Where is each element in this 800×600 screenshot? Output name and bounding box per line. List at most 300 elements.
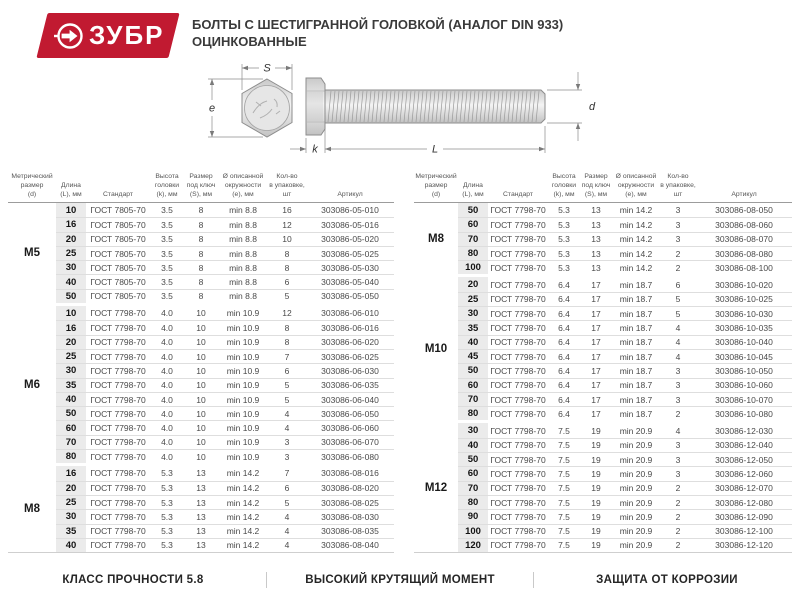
size-group bbox=[8, 466, 394, 552]
cell-length: 40 bbox=[56, 275, 86, 288]
size-group-rows bbox=[458, 203, 792, 274]
table-row bbox=[56, 246, 394, 260]
metric-size-label: M10 bbox=[424, 342, 448, 355]
cell-article: 303086-10-020 bbox=[715, 279, 773, 290]
cell-circumscribed-dia: min 10.9 bbox=[226, 423, 260, 434]
cell-length: 50 bbox=[56, 290, 86, 303]
cell-qty-per-pack: 3 bbox=[284, 437, 290, 448]
cell-standard: ГОСТ 7798-70 bbox=[490, 294, 546, 305]
table-row bbox=[458, 232, 792, 246]
table-row bbox=[56, 420, 394, 434]
cell-head-height: 5.3 bbox=[161, 468, 173, 479]
cell-qty-per-pack: 8 bbox=[284, 262, 290, 273]
cell-qty-per-pack: 7 bbox=[284, 351, 290, 362]
cell-standard: ГОСТ 7798-70 bbox=[490, 380, 546, 391]
brand-logo-inner bbox=[42, 13, 174, 58]
cell-head-height: 6.4 bbox=[558, 394, 570, 405]
cell-wrench-size: 17 bbox=[591, 279, 601, 290]
column-header: Длина (L), мм bbox=[60, 181, 82, 198]
column-header: Метрический размер (d) bbox=[415, 173, 457, 198]
size-group-rows bbox=[458, 277, 792, 420]
cell-standard: ГОСТ 7798-70 bbox=[90, 365, 146, 376]
cell-circumscribed-dia: min 18.7 bbox=[619, 294, 653, 305]
cell-length: 50 bbox=[458, 203, 488, 217]
table-row bbox=[56, 524, 394, 538]
page-title-line2: ОЦИНКОВАННЫЕ bbox=[192, 34, 307, 49]
cell-circumscribed-dia: min 18.7 bbox=[619, 323, 653, 334]
cell-article: 303086-12-100 bbox=[715, 526, 773, 537]
spec-table-right bbox=[414, 173, 792, 553]
cell-length: 100 bbox=[458, 261, 488, 274]
cell-wrench-size: 17 bbox=[591, 351, 601, 362]
cell-length: 25 bbox=[56, 350, 86, 363]
cell-length: 25 bbox=[56, 247, 86, 260]
cell-length: 50 bbox=[458, 453, 488, 466]
cell-circumscribed-dia: min 14.2 bbox=[226, 540, 260, 551]
cell-article: 303086-08-020 bbox=[321, 483, 379, 494]
table-row bbox=[458, 320, 792, 334]
cell-wrench-size: 8 bbox=[198, 234, 204, 245]
cell-length: 60 bbox=[56, 421, 86, 434]
cell-circumscribed-dia: min 8.8 bbox=[229, 262, 257, 273]
cell-circumscribed-dia: min 20.9 bbox=[619, 497, 653, 508]
cell-head-height: 7.5 bbox=[558, 425, 570, 436]
cell-standard: ГОСТ 7798-70 bbox=[90, 308, 146, 319]
column-header: Артикул bbox=[731, 190, 757, 198]
table-row bbox=[458, 217, 792, 231]
cell-article: 303086-06-080 bbox=[321, 451, 379, 462]
cell-circumscribed-dia: min 20.9 bbox=[619, 526, 653, 537]
cell-head-height: 3.5 bbox=[161, 277, 173, 288]
cell-head-height: 3.5 bbox=[161, 205, 173, 216]
cell-article: 303086-12-090 bbox=[715, 511, 773, 522]
cell-qty-per-pack: 3 bbox=[675, 468, 681, 479]
table-header-row bbox=[8, 173, 394, 203]
size-group bbox=[414, 423, 792, 552]
cell-qty-per-pack: 5 bbox=[284, 380, 290, 391]
size-group bbox=[8, 306, 394, 463]
cell-head-height: 6.4 bbox=[558, 294, 570, 305]
cell-article: 303086-06-025 bbox=[321, 351, 379, 362]
cell-qty-per-pack: 16 bbox=[282, 205, 292, 216]
column-header: Кол-во в упаковке, шт bbox=[660, 173, 696, 198]
cell-wrench-size: 13 bbox=[591, 234, 601, 245]
cell-wrench-size: 8 bbox=[198, 248, 204, 259]
cell-standard: ГОСТ 7798-70 bbox=[90, 337, 146, 348]
cell-standard: ГОСТ 7798-70 bbox=[490, 262, 546, 273]
cell-wrench-size: 19 bbox=[591, 454, 601, 465]
cell-wrench-size: 17 bbox=[591, 294, 601, 305]
cell-wrench-size: 10 bbox=[196, 423, 206, 434]
cell-wrench-size: 10 bbox=[196, 365, 206, 376]
metric-size-label: M8 bbox=[24, 503, 40, 516]
cell-qty-per-pack: 3 bbox=[675, 205, 681, 216]
column-header: Высота головки (k), мм bbox=[154, 173, 180, 198]
cell-length: 90 bbox=[458, 510, 488, 523]
cell-wrench-size: 13 bbox=[196, 540, 206, 551]
cell-qty-per-pack: 3 bbox=[675, 454, 681, 465]
cell-circumscribed-dia: min 20.9 bbox=[619, 454, 653, 465]
table-row bbox=[56, 466, 394, 480]
cell-standard: ГОСТ 7798-70 bbox=[90, 394, 146, 405]
cell-wrench-size: 19 bbox=[591, 483, 601, 494]
cell-length: 45 bbox=[458, 350, 488, 363]
column-header: Кол-во в упаковке, шт bbox=[269, 173, 305, 198]
brand-logo-text: ЗУБР bbox=[89, 20, 165, 50]
cell-standard: ГОСТ 7798-70 bbox=[490, 454, 546, 465]
cell-length: 20 bbox=[56, 482, 86, 495]
cell-head-height: 4.0 bbox=[161, 437, 173, 448]
cell-article: 303086-10-080 bbox=[715, 408, 773, 419]
table-row bbox=[458, 392, 792, 406]
cell-qty-per-pack: 2 bbox=[675, 262, 681, 273]
cell-qty-per-pack: 4 bbox=[284, 526, 290, 537]
cell-circumscribed-dia: min 18.7 bbox=[619, 394, 653, 405]
cell-qty-per-pack: 2 bbox=[675, 483, 681, 494]
cell-circumscribed-dia: min 20.9 bbox=[619, 511, 653, 522]
cell-standard: ГОСТ 7798-70 bbox=[490, 497, 546, 508]
cell-article: 303086-08-016 bbox=[321, 468, 379, 479]
cell-article: 303086-10-045 bbox=[715, 351, 773, 362]
cell-qty-per-pack: 5 bbox=[675, 308, 681, 319]
cell-circumscribed-dia: min 18.7 bbox=[619, 351, 653, 362]
table-row bbox=[56, 306, 394, 320]
cell-head-height: 3.5 bbox=[161, 262, 173, 273]
table-row bbox=[56, 217, 394, 231]
cell-qty-per-pack: 5 bbox=[675, 294, 681, 305]
cell-circumscribed-dia: min 10.9 bbox=[226, 351, 260, 362]
table-row bbox=[458, 292, 792, 306]
cell-standard: ГОСТ 7805-70 bbox=[90, 248, 146, 259]
cell-length: 35 bbox=[56, 525, 86, 538]
cell-qty-per-pack: 4 bbox=[675, 351, 681, 362]
feature-corrosion-protection: ЗАЩИТА ОТ КОРРОЗИИ bbox=[596, 574, 738, 586]
dimension-label-s: S bbox=[263, 62, 271, 75]
cell-standard: ГОСТ 7805-70 bbox=[90, 277, 146, 288]
cell-head-height: 7.5 bbox=[558, 540, 570, 551]
cell-standard: ГОСТ 7798-70 bbox=[490, 351, 546, 362]
table-row bbox=[56, 335, 394, 349]
cell-head-height: 4.0 bbox=[161, 337, 173, 348]
cell-circumscribed-dia: min 8.8 bbox=[229, 205, 257, 216]
table-row bbox=[56, 449, 394, 463]
cell-article: 303086-10-025 bbox=[715, 294, 773, 305]
cell-circumscribed-dia: min 8.8 bbox=[229, 248, 257, 259]
cell-qty-per-pack: 4 bbox=[284, 408, 290, 419]
cell-article: 303086-12-120 bbox=[715, 540, 773, 551]
cell-article: 303086-08-040 bbox=[321, 540, 379, 551]
cell-article: 303086-05-040 bbox=[321, 277, 379, 288]
cell-length: 35 bbox=[56, 379, 86, 392]
cell-article: 303086-08-070 bbox=[715, 234, 773, 245]
cell-standard: ГОСТ 7798-70 bbox=[90, 468, 146, 479]
cell-length: 25 bbox=[458, 293, 488, 306]
table-row bbox=[458, 406, 792, 420]
cell-qty-per-pack: 2 bbox=[675, 408, 681, 419]
cell-length: 80 bbox=[56, 450, 86, 463]
cell-circumscribed-dia: min 10.9 bbox=[226, 408, 260, 419]
table-header-row bbox=[414, 173, 792, 203]
cell-standard: ГОСТ 7798-70 bbox=[490, 279, 546, 290]
cell-standard: ГОСТ 7805-70 bbox=[90, 291, 146, 302]
cell-standard: ГОСТ 7798-70 bbox=[490, 248, 546, 259]
table-row bbox=[458, 246, 792, 260]
cell-wrench-size: 19 bbox=[591, 440, 601, 451]
bolt-front-view bbox=[242, 79, 292, 137]
cell-head-height: 6.4 bbox=[558, 337, 570, 348]
cell-head-height: 4.0 bbox=[161, 394, 173, 405]
cell-standard: ГОСТ 7798-70 bbox=[90, 540, 146, 551]
cell-circumscribed-dia: min 14.2 bbox=[619, 248, 653, 259]
cell-wrench-size: 8 bbox=[198, 291, 204, 302]
cell-circumscribed-dia: min 18.7 bbox=[619, 337, 653, 348]
cell-length: 70 bbox=[458, 482, 488, 495]
cell-circumscribed-dia: min 14.2 bbox=[226, 468, 260, 479]
cell-article: 303086-06-030 bbox=[321, 365, 379, 376]
cell-length: 70 bbox=[56, 436, 86, 449]
cell-article: 303086-12-060 bbox=[715, 468, 773, 479]
cell-circumscribed-dia: min 14.2 bbox=[226, 526, 260, 537]
cell-length: 50 bbox=[458, 364, 488, 377]
column-header: Высота головки (k), мм bbox=[551, 173, 577, 198]
cell-head-height: 7.5 bbox=[558, 497, 570, 508]
cell-article: 303086-08-035 bbox=[321, 526, 379, 537]
cell-standard: ГОСТ 7798-70 bbox=[490, 483, 546, 494]
metric-size-label: M8 bbox=[428, 232, 444, 245]
cell-circumscribed-dia: min 10.9 bbox=[226, 337, 260, 348]
cell-standard: ГОСТ 7798-70 bbox=[490, 425, 546, 436]
table-row bbox=[458, 349, 792, 363]
cell-head-height: 7.5 bbox=[558, 483, 570, 494]
cell-wrench-size: 10 bbox=[196, 308, 206, 319]
feature-strength-class: КЛАСС ПРОЧНОСТИ 5.8 bbox=[62, 574, 204, 586]
dimension-d-lines bbox=[547, 72, 582, 141]
cell-article: 303086-12-070 bbox=[715, 483, 773, 494]
cell-circumscribed-dia: min 8.8 bbox=[229, 277, 257, 288]
table-row bbox=[56, 289, 394, 303]
cell-head-height: 7.5 bbox=[558, 468, 570, 479]
cell-length: 50 bbox=[56, 407, 86, 420]
cell-length: 10 bbox=[56, 203, 86, 217]
cell-wrench-size: 17 bbox=[591, 323, 601, 334]
table-row bbox=[458, 203, 792, 217]
cell-circumscribed-dia: min 20.9 bbox=[619, 468, 653, 479]
cell-standard: ГОСТ 7798-70 bbox=[90, 437, 146, 448]
cell-article: 303086-06-060 bbox=[321, 423, 379, 434]
dimension-label-l: L bbox=[431, 143, 439, 156]
cell-article: 303086-06-010 bbox=[321, 308, 379, 319]
size-group-rows bbox=[458, 423, 792, 552]
table-row bbox=[458, 495, 792, 509]
cell-standard: ГОСТ 7798-70 bbox=[90, 351, 146, 362]
cell-qty-per-pack: 8 bbox=[284, 248, 290, 259]
size-group-rows bbox=[56, 466, 394, 552]
cell-circumscribed-dia: min 10.9 bbox=[226, 380, 260, 391]
cell-article: 303086-10-030 bbox=[715, 308, 773, 319]
cell-standard: ГОСТ 7798-70 bbox=[490, 205, 546, 216]
cell-head-height: 3.5 bbox=[161, 234, 173, 245]
cell-head-height: 4.0 bbox=[161, 308, 173, 319]
table-row bbox=[458, 277, 792, 291]
cell-length: 10 bbox=[56, 306, 86, 320]
table-row bbox=[56, 260, 394, 274]
cell-wrench-size: 13 bbox=[196, 526, 206, 537]
cell-standard: ГОСТ 7798-70 bbox=[90, 423, 146, 434]
cell-standard: ГОСТ 7798-70 bbox=[490, 365, 546, 376]
cell-wrench-size: 17 bbox=[591, 408, 601, 419]
cell-article: 303086-05-050 bbox=[321, 291, 379, 302]
cell-standard: ГОСТ 7798-70 bbox=[490, 337, 546, 348]
cell-qty-per-pack: 5 bbox=[284, 497, 290, 508]
cell-circumscribed-dia: min 14.2 bbox=[619, 205, 653, 216]
cell-article: 303086-05-030 bbox=[321, 262, 379, 273]
column-header: Размер под ключ (S), мм bbox=[186, 173, 216, 198]
cell-length: 40 bbox=[56, 539, 86, 552]
cell-standard: ГОСТ 7798-70 bbox=[90, 451, 146, 462]
cell-article: 303086-12-030 bbox=[715, 425, 773, 436]
cell-standard: ГОСТ 7798-70 bbox=[90, 511, 146, 522]
cell-circumscribed-dia: min 10.9 bbox=[226, 323, 260, 334]
cell-length: 80 bbox=[458, 407, 488, 420]
cell-length: 120 bbox=[458, 539, 488, 552]
cell-circumscribed-dia: min 20.9 bbox=[619, 440, 653, 451]
cell-wrench-size: 19 bbox=[591, 540, 601, 551]
cell-wrench-size: 8 bbox=[198, 219, 204, 230]
cell-length: 35 bbox=[458, 321, 488, 334]
cell-wrench-size: 19 bbox=[591, 511, 601, 522]
cell-length: 60 bbox=[458, 467, 488, 480]
table-row bbox=[56, 363, 394, 377]
cell-length: 70 bbox=[458, 233, 488, 246]
cell-article: 303086-10-050 bbox=[715, 365, 773, 376]
cell-length: 40 bbox=[458, 439, 488, 452]
cell-circumscribed-dia: min 18.7 bbox=[619, 279, 653, 290]
cell-circumscribed-dia: min 18.7 bbox=[619, 365, 653, 376]
table-row bbox=[458, 509, 792, 523]
cell-standard: ГОСТ 7805-70 bbox=[90, 262, 146, 273]
cell-qty-per-pack: 6 bbox=[675, 279, 681, 290]
cell-circumscribed-dia: min 14.2 bbox=[226, 497, 260, 508]
cell-wrench-size: 10 bbox=[196, 437, 206, 448]
cell-article: 303086-05-025 bbox=[321, 248, 379, 259]
cell-length: 30 bbox=[56, 261, 86, 274]
cell-article: 303086-05-016 bbox=[321, 219, 379, 230]
table-row bbox=[56, 232, 394, 246]
cell-standard: ГОСТ 7798-70 bbox=[90, 497, 146, 508]
cell-circumscribed-dia: min 8.8 bbox=[229, 234, 257, 245]
table-row bbox=[458, 378, 792, 392]
cell-circumscribed-dia: min 20.9 bbox=[619, 540, 653, 551]
column-header: Размер под ключ (S), мм bbox=[581, 173, 611, 198]
cell-standard: ГОСТ 7798-70 bbox=[90, 408, 146, 419]
cell-qty-per-pack: 4 bbox=[284, 540, 290, 551]
cell-standard: ГОСТ 7798-70 bbox=[90, 323, 146, 334]
cell-wrench-size: 13 bbox=[196, 511, 206, 522]
cell-article: 303086-08-050 bbox=[715, 205, 773, 216]
cell-circumscribed-dia: min 8.8 bbox=[229, 291, 257, 302]
cell-head-height: 7.5 bbox=[558, 526, 570, 537]
cell-wrench-size: 13 bbox=[196, 497, 206, 508]
table-row bbox=[56, 274, 394, 288]
bolt-side-view bbox=[306, 78, 545, 135]
table-row bbox=[56, 538, 394, 552]
cell-qty-per-pack: 3 bbox=[675, 394, 681, 405]
cell-head-height: 5.3 bbox=[161, 483, 173, 494]
cell-wrench-size: 17 bbox=[591, 337, 601, 348]
cell-article: 303086-10-070 bbox=[715, 394, 773, 405]
cell-qty-per-pack: 8 bbox=[284, 323, 290, 334]
cell-qty-per-pack: 10 bbox=[282, 234, 292, 245]
cell-qty-per-pack: 5 bbox=[284, 394, 290, 405]
cell-length: 16 bbox=[56, 321, 86, 334]
cell-circumscribed-dia: min 18.7 bbox=[619, 408, 653, 419]
cell-qty-per-pack: 2 bbox=[675, 497, 681, 508]
table-row bbox=[458, 306, 792, 320]
table-row bbox=[458, 452, 792, 466]
cell-length: 20 bbox=[56, 336, 86, 349]
size-group-rows bbox=[56, 203, 394, 303]
table-row bbox=[458, 438, 792, 452]
cell-article: 303086-06-070 bbox=[321, 437, 379, 448]
column-header: Стандарт bbox=[103, 190, 133, 198]
size-group-rows bbox=[56, 306, 394, 463]
cell-wrench-size: 13 bbox=[591, 205, 601, 216]
cell-qty-per-pack: 12 bbox=[282, 219, 292, 230]
cell-head-height: 5.3 bbox=[161, 511, 173, 522]
table-row bbox=[458, 423, 792, 437]
table-row bbox=[56, 320, 394, 334]
cell-article: 303086-06-040 bbox=[321, 394, 379, 405]
cell-length: 40 bbox=[56, 393, 86, 406]
cell-length: 25 bbox=[56, 496, 86, 509]
cell-length: 60 bbox=[458, 218, 488, 231]
cell-standard: ГОСТ 7805-70 bbox=[90, 205, 146, 216]
cell-head-height: 5.3 bbox=[161, 540, 173, 551]
cell-qty-per-pack: 3 bbox=[284, 451, 290, 462]
cell-head-height: 5.3 bbox=[558, 219, 570, 230]
table-row bbox=[56, 435, 394, 449]
cell-standard: ГОСТ 7798-70 bbox=[490, 219, 546, 230]
cell-circumscribed-dia: min 14.2 bbox=[619, 262, 653, 273]
column-header: Метрический размер (d) bbox=[11, 173, 53, 198]
column-header: Ø описанной окружности (е), мм bbox=[615, 173, 657, 198]
cell-wrench-size: 13 bbox=[591, 262, 601, 273]
cell-standard: ГОСТ 7798-70 bbox=[490, 323, 546, 334]
zubr-arrow-icon bbox=[54, 21, 84, 51]
cell-article: 303086-06-020 bbox=[321, 337, 379, 348]
cell-length: 40 bbox=[458, 336, 488, 349]
cell-head-height: 4.0 bbox=[161, 423, 173, 434]
cell-standard: ГОСТ 7798-70 bbox=[90, 483, 146, 494]
column-header: Ø описанной окружности (е), мм bbox=[222, 173, 264, 198]
cell-head-height: 3.5 bbox=[161, 248, 173, 259]
cell-circumscribed-dia: min 18.7 bbox=[619, 380, 653, 391]
cell-standard: ГОСТ 7798-70 bbox=[90, 526, 146, 537]
cell-standard: ГОСТ 7798-70 bbox=[490, 394, 546, 405]
cell-head-height: 5.3 bbox=[161, 497, 173, 508]
cell-circumscribed-dia: min 14.2 bbox=[619, 219, 653, 230]
table-row bbox=[458, 363, 792, 377]
cell-head-height: 4.0 bbox=[161, 365, 173, 376]
cell-length: 70 bbox=[458, 393, 488, 406]
cell-qty-per-pack: 3 bbox=[675, 380, 681, 391]
page-title bbox=[192, 16, 642, 50]
spec-table-left bbox=[8, 173, 394, 553]
cell-qty-per-pack: 3 bbox=[675, 365, 681, 376]
cell-circumscribed-dia: min 14.2 bbox=[226, 483, 260, 494]
cell-head-height: 3.5 bbox=[161, 219, 173, 230]
dimension-label-d: d bbox=[588, 101, 596, 113]
